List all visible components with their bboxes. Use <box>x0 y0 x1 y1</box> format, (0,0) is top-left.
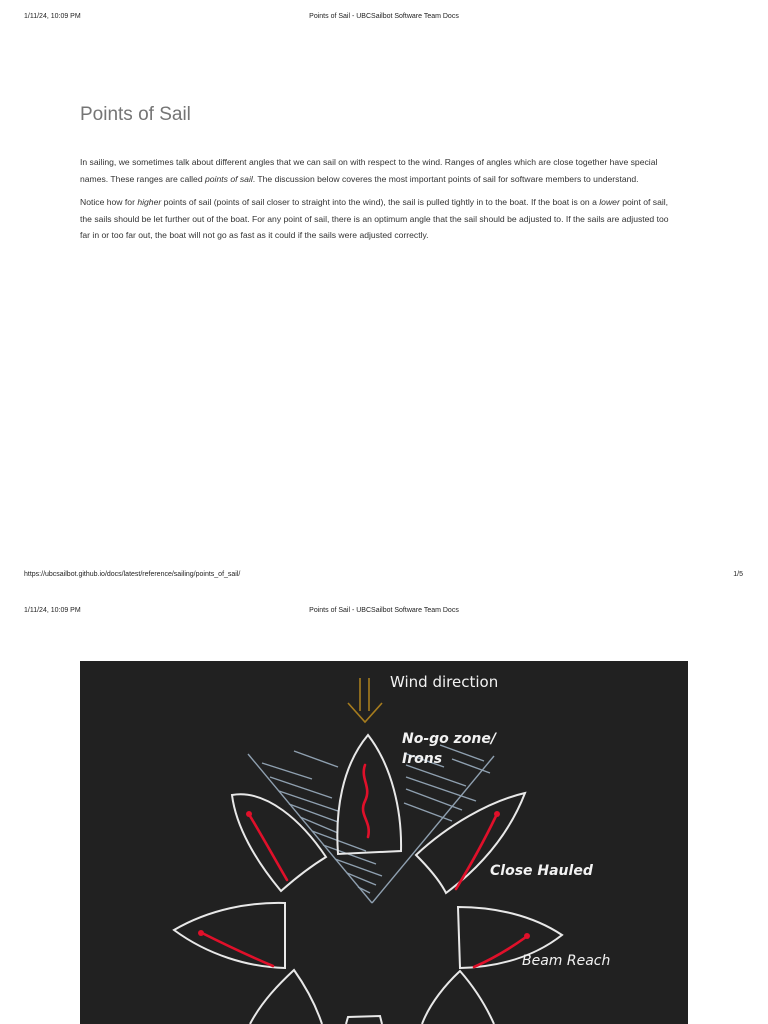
boat-broad-reach-right <box>422 971 494 1024</box>
sail-tack-points <box>198 811 530 939</box>
print-page-number: 1/5 <box>733 571 743 578</box>
print-doc-title: Points of Sail - UBCSailbot Software Team Docs <box>309 13 459 20</box>
wind-direction-label: Wind direction <box>390 673 499 691</box>
boat-broad-reach-left <box>250 970 322 1024</box>
print-url: https://ubcsailbot.github.io/docs/latest/reference/sailing/points_of_sail/ <box>24 571 241 578</box>
sail-trim-paragraph: Notice how for higher points of sail (points of sail closer to straight into the wind), the sail is pulled tightly in to the boat. If the boat is on a lower point of sail, the sails should be let further out of the boat. For any point of sail, there is an optimum angle that the sail should be adjusted to. If the sails are adjusted too far in or too far out, the boat will not go as fast as it could if the sails were adjusted correctly. <box>80 197 669 241</box>
close-hauled-label: Close Hauled <box>490 863 593 879</box>
points-of-sail-diagram <box>80 661 688 1024</box>
diagram-drawing <box>80 661 688 1024</box>
boat-run <box>346 1016 382 1024</box>
print-footer <box>0 571 768 585</box>
print-datetime: 1/11/24, 10:09 PM <box>24 13 81 20</box>
beam-reach-label: Beam Reach <box>522 953 611 969</box>
page-title: Points of Sail <box>80 104 191 125</box>
article-body <box>80 154 670 251</box>
print-datetime: 1/11/24, 10:09 PM <box>24 607 81 614</box>
boat-beam-reach-left <box>174 903 285 968</box>
no-go-zone-label: No-go zone/ <box>402 731 497 747</box>
boat-close-hauled-left <box>232 794 326 891</box>
intro-paragraph: In sailing, we sometimes talk about different angles that we can sail on with respect to the wind. Ranges of angles which are close together have special names. These ranges are called points of sail. The discussion below coveres the most important points of sail for software members to understand. <box>80 157 658 184</box>
boat-hulls <box>174 735 562 1024</box>
print-doc-title: Points of Sail - UBCSailbot Software Team Docs <box>309 607 459 614</box>
print-header-page-2 <box>0 607 768 621</box>
irons-label: Irons <box>402 751 443 767</box>
wind-arrow-icon <box>348 678 382 722</box>
print-header <box>0 13 768 27</box>
